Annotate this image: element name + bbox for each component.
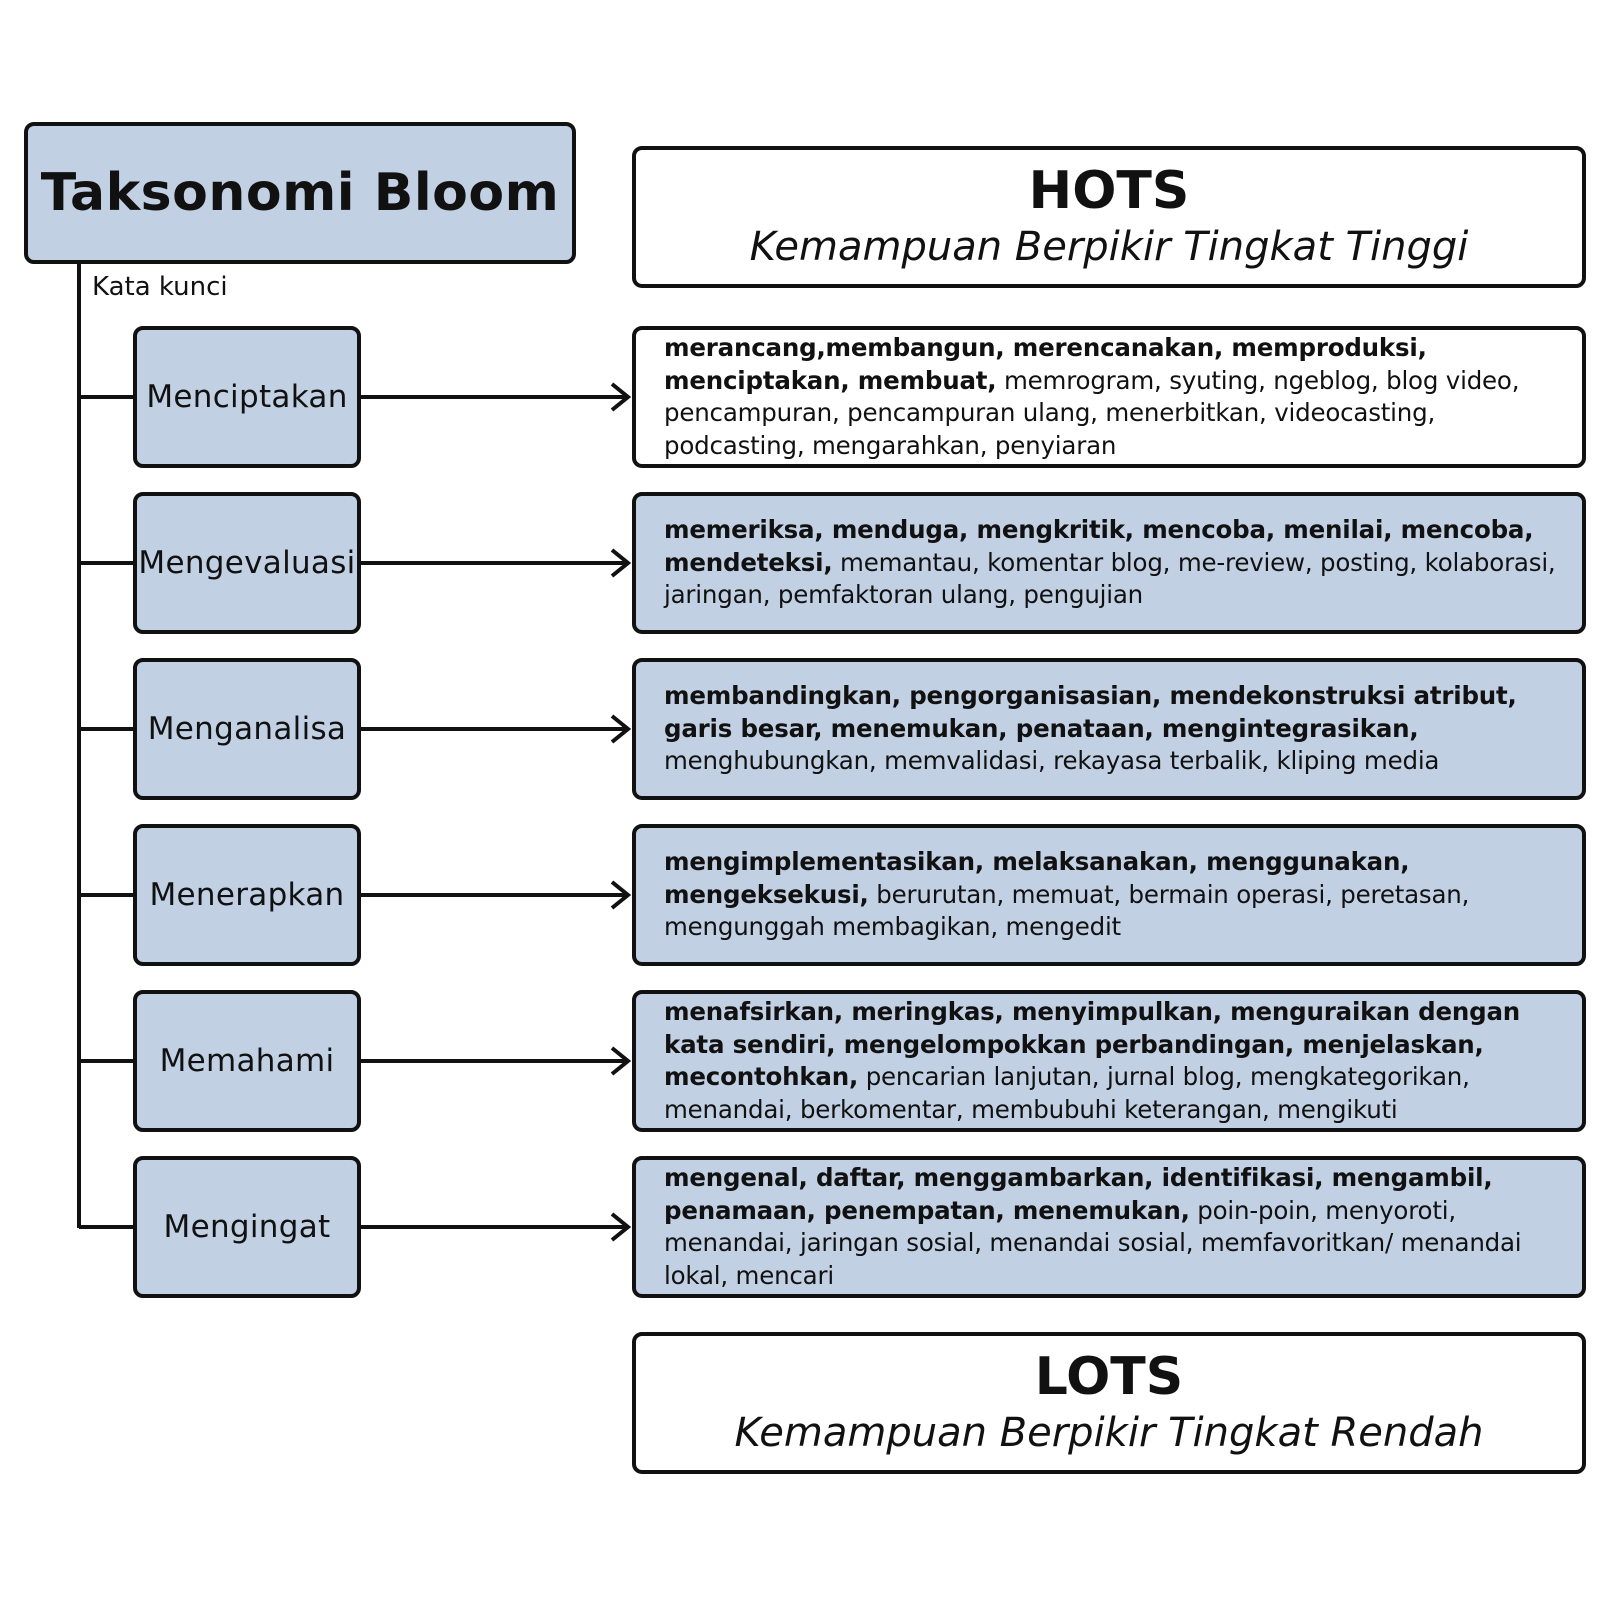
lots-box xyxy=(632,1332,1586,1474)
keyword-label: Kata kunci xyxy=(92,272,228,302)
keywords-box-memahami xyxy=(632,990,1586,1132)
keywords-box-mengingat xyxy=(632,1156,1586,1298)
keywords-regular: berurutan, memuat, bermain operasi, peretasan, mengunggah membagikan, mengedit xyxy=(664,879,1470,942)
level-box-menciptakan xyxy=(133,326,361,468)
keywords-regular: pencarian lanjutan, jurnal blog, mengkategorikan, menandai, berkomentar, membubuhi keterangan, mengikuti xyxy=(664,1062,1470,1124)
title-box xyxy=(24,122,576,264)
keywords-text xyxy=(664,332,1572,462)
keywords-text xyxy=(664,996,1572,1126)
level-name: Mengingat xyxy=(163,1209,331,1245)
keywords-regular: menghubungkan, memvalidasi, rekayasa terbalik, kliping media xyxy=(664,746,1440,776)
lots-label: LOTS xyxy=(1034,1347,1184,1407)
level-box-mengevaluasi xyxy=(133,492,361,634)
level-box-memahami xyxy=(133,990,361,1132)
level-box-menerapkan xyxy=(133,824,361,966)
keywords-bold: memeriksa, menduga, mengkritik, mencoba, menilai, mencoba, mendeteksi, xyxy=(664,515,1534,577)
hots-subtitle: Kemampuan Berpikir Tingkat Tinggi xyxy=(749,224,1469,270)
diagram-title: Taksonomi Bloom xyxy=(40,163,560,223)
level-name: Mengevaluasi xyxy=(138,545,356,581)
level-name: Menciptakan xyxy=(146,379,348,415)
keywords-regular: poin-poin, menyoroti, menandai, jaringan sosial, menandai sosial, memfavoritkan/ menandai lokal, mencari xyxy=(664,1195,1522,1290)
level-name: Memahami xyxy=(159,1043,335,1079)
level-box-menganalisa xyxy=(133,658,361,800)
lots-subtitle: Kemampuan Berpikir Tingkat Rendah xyxy=(734,1410,1484,1456)
keywords-bold: mengimplementasikan, melaksanakan, menggunakan, mengeksekusi, xyxy=(664,847,1410,909)
keywords-bold: mengenal, daftar, menggambarkan, identifikasi, mengambil, penamaan, penempatan, menemukan, xyxy=(664,1163,1493,1225)
keywords-bold: merancang,membangun, merencanakan, memproduksi, menciptakan, membuat, xyxy=(664,333,1427,395)
keywords-text xyxy=(664,514,1572,612)
level-name: Menerapkan xyxy=(149,877,345,913)
keywords-text xyxy=(664,846,1572,944)
keywords-regular: memantau, komentar blog, me-review, posting, kolaborasi, jaringan, pemfaktoran ulang, pengujian xyxy=(664,547,1556,610)
keywords-bold: menafsirkan, meringkas, menyimpulkan, menguraikan dengan kata sendiri, mengelompokkan perbandingan, menjelaskan, mecontohkan, xyxy=(664,997,1521,1091)
keywords-box-mengevaluasi xyxy=(632,492,1586,634)
keywords-box-menganalisa xyxy=(632,658,1586,800)
level-box-mengingat xyxy=(133,1156,361,1298)
level-name: Menganalisa xyxy=(147,711,347,747)
keywords-box-menerapkan xyxy=(632,824,1586,966)
keywords-regular: memrogram, syuting, ngeblog, blog video, pencampuran, pencampuran ulang, menerbitkan, videocasting, podcasting, mengarahkan, penyiaran xyxy=(664,365,1520,460)
hots-box xyxy=(632,146,1586,288)
keywords-text xyxy=(664,1162,1572,1292)
keywords-text xyxy=(664,680,1572,778)
keywords-bold: membandingkan, pengorganisasian, mendekonstruksi atribut, garis besar, menemukan, penataan, mengintegrasikan, xyxy=(664,681,1517,743)
keywords-box-menciptakan xyxy=(632,326,1586,468)
hots-label: HOTS xyxy=(1028,161,1190,221)
